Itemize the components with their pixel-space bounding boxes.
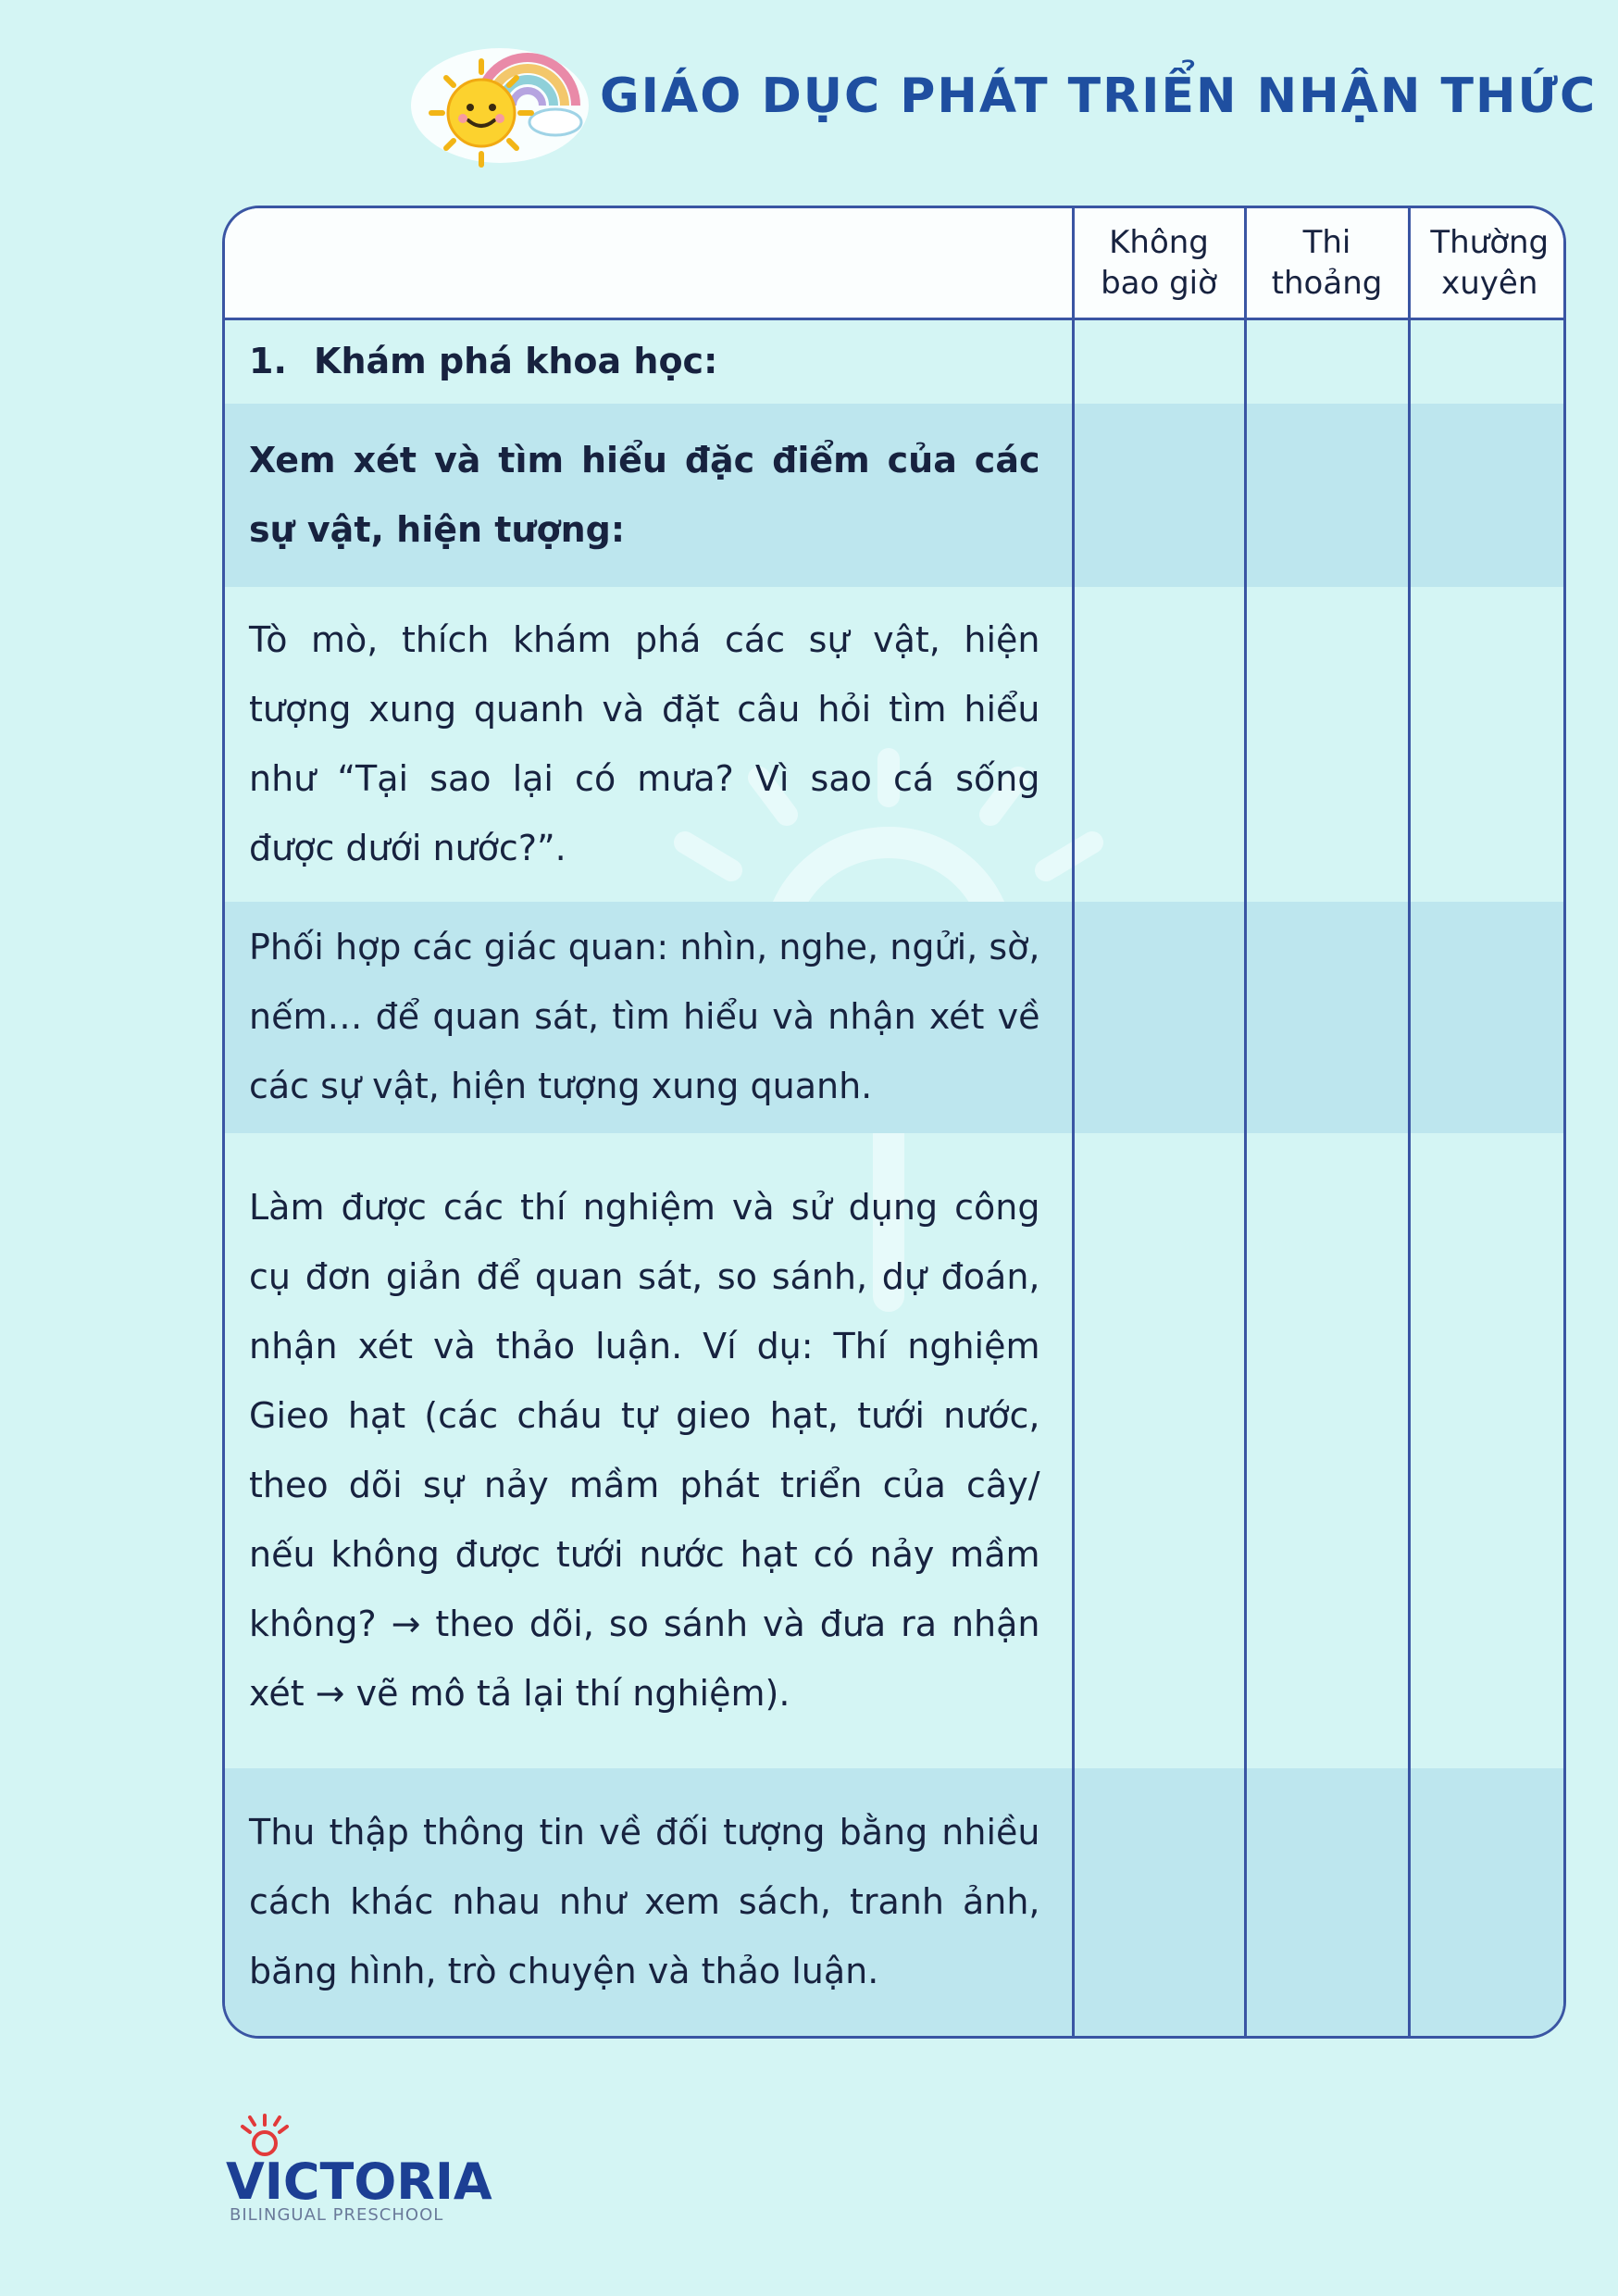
checkbox-sometimes[interactable] [1245,902,1409,1133]
checkbox-sometimes[interactable] [1245,1768,1409,2037]
section-heading: 1. Khám phá khoa học: [249,341,718,382]
column-header-never: Không bao giờ [1073,208,1245,319]
criterion-text: Tò mò, thích khám phá các sự vật, hiện tượng xung quanh và đặt câu hỏi tìm hiểu như “Tại sao lại có mưa? Vì sao cá sống được dưới nước?”. [249,618,1040,868]
subsection-heading: Xem xét và tìm hiểu đặc điểm của các sự vật, hiện tượng: [225,404,1073,587]
criterion-text: Làm được các thí nghiệm và sử dụng công cụ đơn giản để quan sát, so sánh, dự đoán, nhận xét và thảo luận. Ví dụ: Thí nghiệm Gieo hạt (các cháu tự gieo hạt, tưới nước, theo dõi sự nảy mầm phát triển của cây/ nếu không được tưới nước hạt có nảy mầm không? → theo dõi, so sánh và đưa ra nhận xét → vẽ mô tả lại thí nghiệm). [249,1186,1040,1714]
checkbox-never[interactable] [1073,1768,1245,2037]
logo-subtitle: BILINGUAL PRESCHOOL [230,2205,444,2225]
assessment-table [222,206,1566,2039]
column-header-often: Thường xuyên [1409,208,1566,319]
checkbox-never[interactable] [1073,587,1245,902]
logo-wordmark: VICTORIA [226,2152,492,2211]
checkbox-never[interactable] [1073,404,1245,587]
header-blank-cell [225,208,1073,319]
checkbox-sometimes[interactable] [1245,1133,1409,1768]
checkbox-sometimes[interactable] [1245,319,1409,404]
table-row [225,1133,1566,1768]
column-header-sometimes: Thi thoảng [1245,208,1409,319]
table-header-row [225,208,1566,319]
checkbox-often[interactable] [1409,587,1566,902]
checkbox-often[interactable] [1409,319,1566,404]
checkbox-sometimes[interactable] [1245,404,1409,587]
page-title: GIÁO DỤC PHÁT TRIỂN NHẬN THỨC [600,69,1598,124]
sun-rainbow-icon [407,33,592,172]
checkbox-never[interactable] [1073,902,1245,1133]
table-row [225,1768,1566,2037]
table-row [225,587,1566,902]
table-row [225,902,1566,1133]
checkbox-often[interactable] [1409,404,1566,587]
checkbox-often[interactable] [1409,902,1566,1133]
checkbox-never[interactable] [1073,1133,1245,1768]
criterion-text: Phối hợp các giác quan: nhìn, nghe, ngửi, sờ, nếm… để quan sát, tìm hiểu và nhận xét về các sự vật, hiện tượng xung quanh. [225,902,1073,1133]
table-row [225,319,1566,404]
table-row [225,404,1566,587]
page-header [407,33,1598,172]
criterion-text: Thu thập thông tin về đối tượng bằng nhiều cách khác nhau như xem sách, tranh ảnh, băng hình, trò chuyện và thảo luận. [225,1768,1073,2037]
checkbox-often[interactable] [1409,1133,1566,1768]
checkbox-never[interactable] [1073,319,1245,404]
checkbox-sometimes[interactable] [1245,587,1409,902]
checkbox-often[interactable] [1409,1768,1566,2037]
